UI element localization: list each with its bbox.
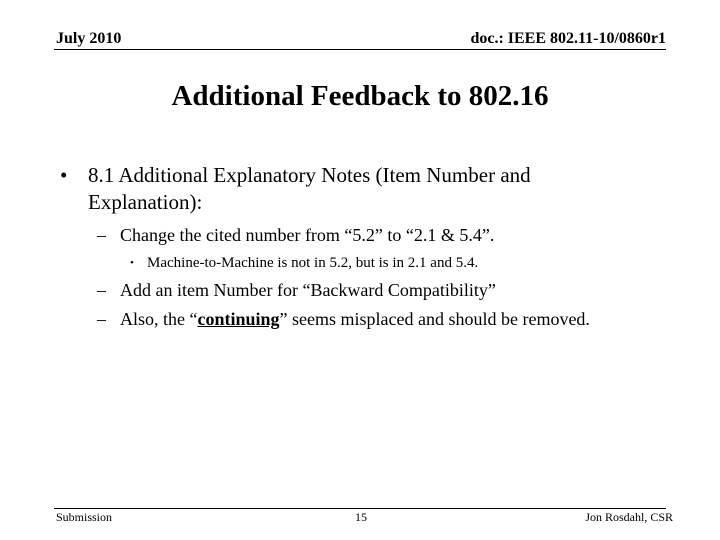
bullet-dot-icon: • [60, 163, 68, 187]
footer-submission: Submission [56, 510, 113, 524]
dash-icon: – [97, 309, 106, 329]
dash-icon: – [97, 225, 106, 245]
header-divider [54, 49, 666, 50]
bullet-level1-line1: 8.1 Additional Explanatory Notes (Item Number and [88, 163, 531, 187]
sub-bullet-3-text [120, 308, 590, 330]
footer-author: Jon Rosdahl, CSR [585, 510, 673, 524]
footer-divider [54, 508, 666, 509]
dash-icon: – [97, 280, 106, 300]
sub-bullet-3-suffix: ” seems misplaced and should be removed. [279, 309, 590, 329]
bullet-dot-icon: • [130, 257, 134, 269]
sub-sub-bullet-1-text: Machine-to-Machine is not in 5.2, but is in 2.1 and 5.4. [147, 255, 479, 271]
sub-bullet-2-text: Add an item Number for “Backward Compatibility” [120, 280, 496, 300]
slide-title: Additional Feedback to 802.16 [171, 80, 549, 112]
bullet-level1-line2: Explanation): [88, 190, 203, 214]
bullet-level1-text [88, 162, 668, 216]
header-doc-id: doc.: IEEE 802.11-10/0860r1 [470, 30, 666, 47]
sub-bullet-3-prefix: Also, the “ [120, 309, 198, 329]
emphasized-word: continuing [197, 309, 280, 329]
header-date: July 2010 [56, 30, 122, 47]
sub-bullet-1-text: Change the cited number from “5.2” to “2.1 & 5.4”. [120, 225, 495, 245]
footer-page-number: 15 [355, 510, 367, 524]
